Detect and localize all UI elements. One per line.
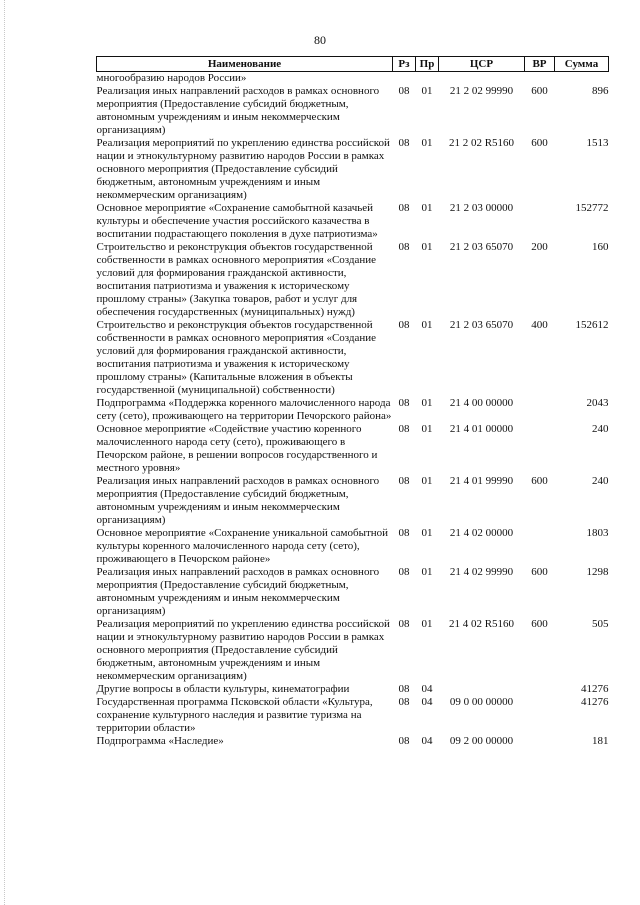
header-vr: ВР	[525, 57, 555, 72]
row-pr: 01	[421, 85, 433, 97]
row-csr: 21 4 02 R5160	[448, 618, 515, 630]
row-vr: 600	[531, 137, 548, 149]
row-csr: 21 2 03 65070	[449, 319, 514, 331]
row-vr	[525, 423, 555, 475]
row-rz: 08	[398, 397, 410, 409]
table-body	[97, 72, 609, 749]
row-rz: 08	[398, 735, 410, 747]
row-name: Реализация мероприятий по укреплению единства российской нации и этнокультурному развитию народов России в рамках основного мероприятия (Предоставление субсидий бюджетным, автономным учреждениям и иным некоммерческим организациям)	[96, 618, 390, 682]
row-vr: 200	[531, 241, 548, 253]
row-sum: 896	[592, 85, 609, 97]
budget-sheet	[96, 56, 608, 748]
row-csr: 21 4 02 99990	[449, 566, 514, 578]
row-csr: 21 2 02 R5160	[448, 137, 515, 149]
row-name: Другие вопросы в области культуры, кинематографии	[96, 683, 350, 695]
row-vr: 400	[531, 319, 548, 331]
row-csr: 21 2 02 99990	[449, 85, 514, 97]
row-pr: 01	[421, 527, 433, 539]
table-row	[97, 241, 609, 319]
table-row	[97, 423, 609, 475]
row-rz	[393, 72, 416, 86]
row-csr: 09 2 00 00000	[449, 735, 514, 747]
row-pr: 01	[421, 397, 433, 409]
header-pr: Пр	[416, 57, 439, 72]
table-row	[97, 72, 609, 86]
row-vr	[525, 397, 555, 423]
row-sum: 240	[592, 475, 609, 487]
row-name: Подпрограмма «Поддержка коренного малочисленного народа сету (сето), проживающего на территории Печорского района»	[96, 397, 392, 422]
table-row	[97, 475, 609, 527]
row-vr: 600	[531, 618, 548, 630]
row-vr	[525, 696, 555, 735]
row-vr	[525, 683, 555, 696]
row-csr: 21 2 03 65070	[449, 241, 514, 253]
table-row	[97, 696, 609, 735]
header-name: Наименование	[97, 57, 393, 72]
table-row	[97, 618, 609, 683]
row-rz: 08	[398, 241, 410, 253]
row-name: Реализация иных направлений расходов в рамках основного мероприятия (Предоставление субсидий бюджетным, автономным учреждениям и иным некоммерческим организациям)	[96, 566, 380, 617]
row-sum: 1513	[586, 137, 609, 149]
row-name: Реализация иных направлений расходов в рамках основного мероприятия (Предоставление субсидий бюджетным, автономным учреждениям и иным некоммерческим организациям)	[96, 85, 380, 136]
row-csr	[439, 683, 525, 696]
budget-table	[96, 56, 609, 748]
row-name: Реализация мероприятий по укреплению единства российской нации и этнокультурному развитию народов России в рамках основного мероприятия (Предоставление субсидий бюджетным, автономным учреждениям и иным некоммерческим организациям)	[96, 137, 390, 201]
row-pr: 01	[421, 137, 433, 149]
row-sum: 152612	[575, 319, 609, 331]
row-pr: 01	[421, 202, 433, 214]
row-sum: 160	[592, 241, 609, 253]
row-rz: 08	[398, 618, 410, 630]
row-name: Строительство и реконструкция объектов государственной собственности в рамках основного мероприятия «Создание условий для формирования гражданской активности, воспитания патриотизма и уважения к историческому прошлому страны» (Капитальные вложения в объекты государственной (муниципальной) собственности)	[96, 319, 377, 396]
row-sum: 1298	[586, 566, 609, 578]
row-vr	[525, 72, 555, 86]
row-sum: 152772	[575, 202, 609, 214]
row-csr: 21 4 01 99990	[449, 475, 514, 487]
row-sum: 41276	[581, 683, 609, 695]
row-rz: 08	[398, 319, 410, 331]
row-rz: 08	[398, 423, 410, 435]
header-rz: Рз	[393, 57, 416, 72]
row-rz: 08	[398, 683, 410, 695]
table-row	[97, 85, 609, 137]
row-pr: 01	[421, 618, 433, 630]
row-pr	[416, 72, 439, 86]
table-row	[97, 527, 609, 566]
row-rz: 08	[398, 137, 410, 149]
row-sum: 1803	[586, 527, 609, 539]
row-sum	[555, 72, 609, 86]
row-rz: 08	[398, 696, 410, 708]
header-sum: Сумма	[555, 57, 609, 72]
row-rz: 08	[398, 202, 410, 214]
row-vr	[525, 202, 555, 241]
table-row	[97, 319, 609, 397]
row-name: Государственная программа Псковской области «Культура, сохранение культурного наследия и развитие туризма на территории области»	[96, 696, 373, 734]
row-csr	[439, 72, 525, 86]
row-sum: 240	[592, 423, 609, 435]
table-row	[97, 683, 609, 696]
row-pr: 04	[421, 735, 433, 747]
row-rz: 08	[398, 85, 410, 97]
row-name: Строительство и реконструкция объектов государственной собственности в рамках основного мероприятия «Создание условий для формирования гражданской активности, воспитания патриотизма и уважения к историческому прошлому страны» (Закупка товаров, работ и услуг для обеспечения государственных (муниципальных) нужд)	[96, 241, 377, 318]
row-pr: 04	[421, 696, 433, 708]
row-vr	[525, 527, 555, 566]
row-rz: 08	[398, 566, 410, 578]
table-row	[97, 137, 609, 202]
row-csr: 21 4 01 00000	[449, 423, 514, 435]
row-pr: 01	[421, 423, 433, 435]
table-header-row	[97, 57, 609, 72]
binding-edge	[4, 0, 6, 905]
row-csr: 21 4 00 00000	[449, 397, 514, 409]
row-pr: 01	[421, 319, 433, 331]
row-vr: 600	[531, 475, 548, 487]
row-vr: 600	[531, 566, 548, 578]
table-row	[97, 397, 609, 423]
page-number: 80	[314, 33, 326, 47]
row-vr: 600	[531, 85, 548, 97]
table-row	[97, 735, 609, 748]
row-csr: 21 2 03 00000	[449, 202, 514, 214]
row-pr: 01	[421, 475, 433, 487]
row-csr: 21 4 02 00000	[449, 527, 514, 539]
row-sum: 181	[592, 735, 609, 747]
row-name: многообразию народов России»	[96, 72, 247, 84]
row-rz: 08	[398, 527, 410, 539]
table-row	[97, 566, 609, 618]
row-name: Подпрограмма «Наследие»	[96, 735, 224, 747]
row-name: Основное мероприятие «Сохранение самобытной казачьей культуры и обеспечение участия российского казачества в воспитании подрастающего поколения в духе патриотизма»	[96, 202, 378, 240]
row-sum: 2043	[586, 397, 609, 409]
row-name: Основное мероприятие «Сохранение уникальной самобытной культуры коренного малочисленного народа сету (сето), проживающего в Печорском районе»	[96, 527, 389, 565]
row-name: Реализация иных направлений расходов в рамках основного мероприятия (Предоставление субсидий бюджетным, автономным учреждениям и иным некоммерческим организациям)	[96, 475, 380, 526]
table-row	[97, 202, 609, 241]
row-name: Основное мероприятие «Содействие участию коренного малочисленного народа сету (сето), проживающего в Печорском районе, в решении вопросов государственного и местного уровня»	[96, 423, 378, 474]
row-rz: 08	[398, 475, 410, 487]
row-pr: 01	[421, 566, 433, 578]
row-csr: 09 0 00 00000	[449, 696, 514, 708]
row-vr	[525, 735, 555, 748]
header-csr: ЦСР	[439, 57, 525, 72]
row-sum: 505	[592, 618, 609, 630]
row-pr: 01	[421, 241, 433, 253]
row-pr: 04	[421, 683, 433, 695]
row-sum: 41276	[581, 696, 609, 708]
